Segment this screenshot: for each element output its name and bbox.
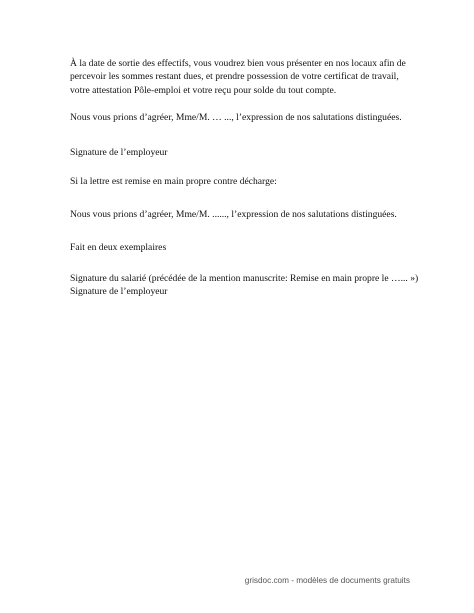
paragraph-departure-instructions bbox=[70, 57, 406, 97]
text-line: votre attestation Pôle-emploi et votre reçu pour solde du tout compte. bbox=[70, 84, 337, 96]
paragraph-hand-delivery-condition: Si la lettre est remise en main propre contre décharge: bbox=[70, 176, 277, 187]
text-line: percevoir les sommes restant dues, et prendre possession de votre certificat de travail, bbox=[70, 71, 399, 83]
page-footer: grisdoc.com - modèles de documents gratuits bbox=[244, 576, 410, 585]
employer-signature-label: Signature de l’employeur bbox=[70, 147, 168, 158]
paragraph-signatures bbox=[70, 272, 418, 299]
employer-signature-label: Signature de l’employeur bbox=[70, 286, 168, 298]
paragraph-copies-note: Fait en deux exemplaires bbox=[70, 242, 167, 253]
employee-signature-label: Signature du salarié (précédée de la mention manuscrite: Remise en main propre le …... ») bbox=[70, 273, 419, 284]
text-line: À la date de sortie des effectifs, vous voudrez bien vous présenter en nos locaux afin de bbox=[70, 58, 406, 69]
paragraph-closing-salutation: Nous vous prions d’agréer, Mme/M. … ..., l’expression de nos salutations distinguées. bbox=[70, 112, 402, 123]
paragraph-closing-salutation-alt: Nous vous prions d’agréer, Mme/M. ......, l’expression de nos salutations distinguées. bbox=[70, 209, 397, 220]
